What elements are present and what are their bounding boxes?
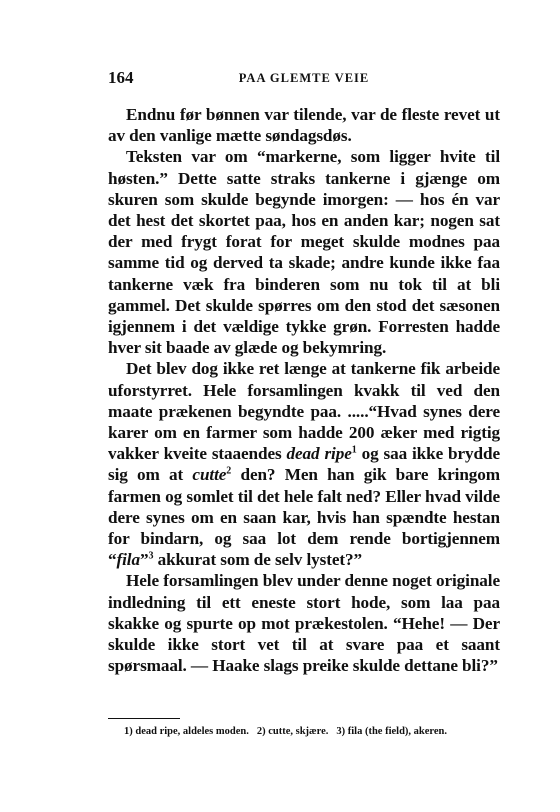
page-header	[108, 68, 500, 90]
paragraph-3-text-a: Det blev dog ikke ret længe at tankerne fik arbeide uforstyrret. Hele forsamlingen kvakk til ved den maate prækenen begyndte paa. .....“Hvad synes dere karer om en farmer som hadde 200 æker med rigtig vakker kveite staaendes	[108, 359, 500, 464]
paragraph-3	[108, 358, 500, 570]
footnote-ref-2: 2	[226, 465, 232, 477]
footnote-1: 1) dead ripe, aldeles moden.	[124, 726, 249, 737]
footnote-2: 2) cutte, skjære.	[256, 726, 329, 737]
paragraph-1: Endnu før bønnen var tilende, var de fleste revet ut av den vanlige mætte søndagsdøs.	[108, 105, 500, 146]
paragraph-3-text-b: og saa ikke brydde sig om at	[108, 444, 500, 485]
footnote-line	[108, 726, 500, 739]
footnote-ref-3: 3	[148, 550, 154, 562]
page-number: 164	[108, 68, 134, 87]
paragraph-2: Teksten var om “markerne, som ligger hvite til høsten.” Dette satte straks tankerne i gjænge om skuren som skulde begynde imorgen: — hos én var det hest det skortet paa, hos en anden kar; nogen sat der med frygt forat for meget skulde modnes paa samme tid og derved ta skade; andre kunde ikke faa tankerne væk fra binderen som nu tok til at bli gammel. Det skulde spørres om den stod det sæsonen igjennem i det vældige tykke grøn. Forresten hadde hver sit baade av glæde og bekymring.	[108, 147, 500, 358]
footnotes	[108, 726, 500, 739]
paragraph-4: Hele forsamlingen blev under denne noget originale indledning til ett eneste stort hode, som laa paa skakke og spurte op mot prækestolen. “Hehe! — Der skulde ikke stort vet til at svare paa et saant spørsmaal. — Haake slags preike skulde dettane bli?”	[108, 571, 500, 676]
closing-quote: ”	[139, 550, 149, 570]
footnote-rule	[108, 718, 180, 719]
paragraph-3-text-c: den? Men han gik bare kringom farmen og somlet til det hele falt ned? Eller hvad vilde dere synes om en saan kar, hvis han spændte hestan for bindarn, og saa lot dem rende bortigjennem “	[108, 465, 500, 570]
body-text	[108, 104, 500, 676]
term-dead-ripe: dead ripe	[286, 444, 352, 464]
footnote-3: 3) fila (the field), akeren.	[336, 726, 448, 737]
paragraph-3-text-d: akkurat som de selv lystet?”	[153, 550, 362, 570]
footnote-ref-1: 1	[351, 444, 357, 456]
running-title: PAA GLEMTE VEIE	[238, 71, 370, 85]
term-fila: fila	[116, 550, 140, 570]
term-cutte: cutte	[192, 465, 227, 485]
